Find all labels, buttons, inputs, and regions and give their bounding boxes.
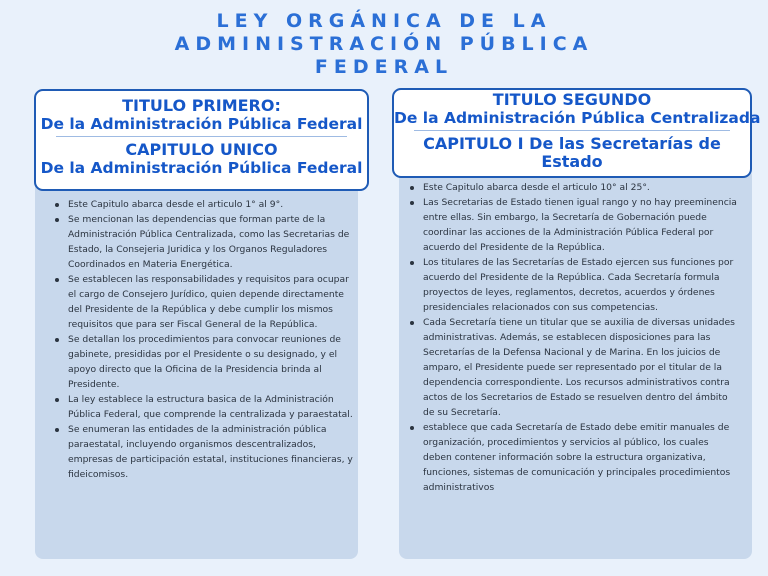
page-title-line-1: LEY ORGÁNICA DE LA bbox=[216, 10, 552, 32]
left-chapter-heading: CAPITULO UNICO bbox=[125, 140, 278, 159]
list-item: Se enumeran las entidades de la administración pública paraestatal, incluyendo organismos descentralizados, empresas de participación estatal, instituciones financieras, y fideicomisos. bbox=[54, 422, 354, 482]
left-bullet-list bbox=[54, 197, 354, 482]
page-title-line-2: ADMINISTRACIÓN PÚBLICA bbox=[174, 33, 594, 55]
list-item: Se establecen las responsabilidades y requisitos para ocupar el cargo de Consejero Jurídico, quien depende directamente del Presidente de la República y debe cumplir los mismos requisitos que para ser Fiscal General de la República. bbox=[54, 272, 354, 332]
right-header-divider bbox=[414, 130, 730, 131]
right-title-subheading: De la Administración Pública Centralizada bbox=[394, 109, 761, 127]
list-item: Cada Secretaría tiene un titular que se auxilia de diversas unidades administrativas. Además, se establecen disposiciones para las Secretarías de la Defensa Nacional y de Marina. En los juicios de amparo, el Presidente puede ser representado por el titular de la dependencia correspondiente. Los recursos administrativos contra actos de los Secretarios de Estado se resuelven dentro del ámbito de su Secretaría. bbox=[409, 315, 739, 420]
list-item: Este Capitulo abarca desde el articulo 10° al 25°. bbox=[409, 180, 739, 195]
list-item: Los titulares de las Secretarías de Estado ejercen sus funciones por acuerdo del Presidente de la República. Cada Secretaría formula proyectos de leyes, reglamentos, decretos, acuerdos y órdenes presidenciales relacionados con sus competencias. bbox=[409, 255, 739, 315]
left-chapter-subheading: De la Administración Pública Federal bbox=[40, 159, 363, 177]
right-header-box bbox=[392, 88, 761, 178]
right-chapter-heading-line-1: CAPITULO I De las Secretarías de bbox=[423, 134, 721, 153]
list-item: establece que cada Secretaría de Estado debe emitir manuales de organización, procedimientos y servicios al público, los cuales deben contener información sobre la estructura organizativa, funciones, sistemas de comunicación y principales procedimientos administrativos bbox=[409, 420, 739, 495]
left-header-box bbox=[34, 89, 369, 191]
list-item: Las Secretarias de Estado tienen igual rango y no hay preeminencia entre ellas. Sin embargo, la Secretaría de Gobernación puede coordinar las acciones de la Administración Pública Federal por acuerdo del Presidente de la República. bbox=[409, 195, 739, 255]
page-title bbox=[0, 10, 768, 79]
list-item: Se detallan los procedimientos para convocar reuniones de gabinete, presididas por el Presidente o su designado, y el apoyo directo que la Oficina de la Presidencia brinda al Presidente. bbox=[54, 332, 354, 392]
right-title-heading: TITULO SEGUNDO bbox=[492, 90, 652, 109]
left-title-heading: TITULO PRIMERO: bbox=[122, 96, 281, 115]
left-header-divider bbox=[56, 136, 347, 137]
list-item: Se mencionan las dependencias que forman parte de la Administración Pública Centralizada, como las Secretarias de Estado, la Consejeria Juridica y los Organos Reguladores Coordinados en Materia Energética. bbox=[54, 212, 354, 272]
right-bullet-list bbox=[409, 180, 739, 495]
page-title-line-3: FEDERAL bbox=[314, 56, 454, 78]
left-title-subheading: De la Administración Pública Federal bbox=[40, 115, 363, 133]
right-chapter-heading-line-2: Estado bbox=[541, 152, 603, 171]
list-item: Este Capitulo abarca desde el articulo 1° al 9°. bbox=[54, 197, 354, 212]
list-item: La ley establece la estructura basica de la Administración Pública Federal, que comprende la centralizada y paraestatal. bbox=[54, 392, 354, 422]
